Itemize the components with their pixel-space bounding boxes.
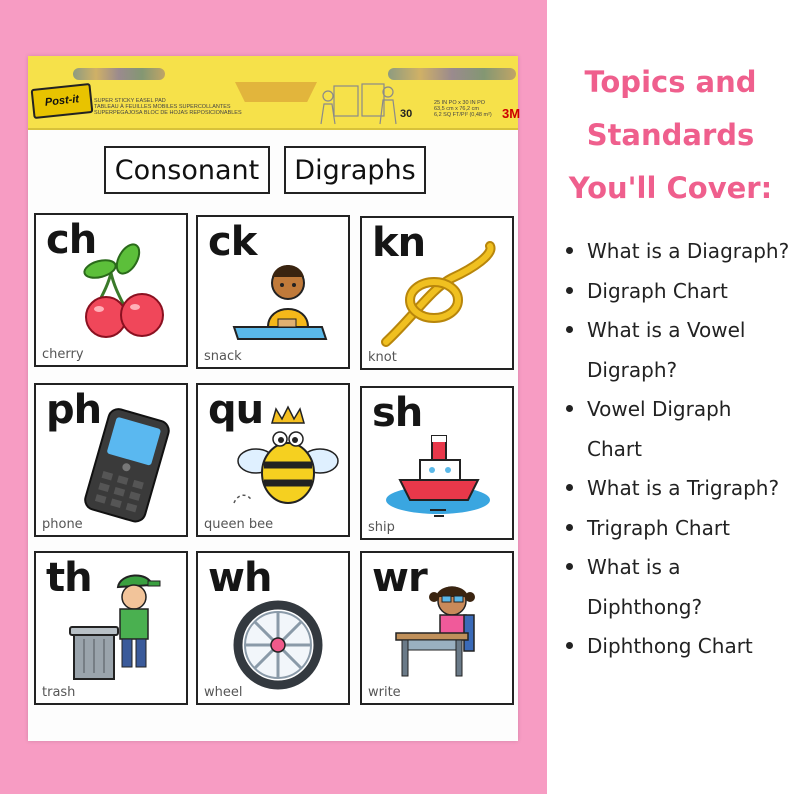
card-kn: [360, 216, 514, 370]
digraph-label: th: [46, 555, 92, 601]
word-label: ship: [368, 520, 395, 535]
topic-item: Vowel Digraph Chart: [566, 390, 792, 469]
word-label: write: [368, 685, 401, 700]
easel-pad-poster: [28, 56, 521, 741]
topic-item: What is a Diphthong?: [566, 548, 792, 627]
heading-line: Topics and: [584, 65, 757, 99]
topics-heading: [547, 56, 794, 215]
card-sh: [360, 386, 514, 540]
pad-window-left: [73, 68, 165, 80]
digraph-label: kn: [372, 220, 426, 266]
topic-item: Digraph Chart: [566, 272, 792, 312]
digraph-label: qu: [208, 387, 264, 433]
digraph-label: ch: [46, 217, 97, 263]
digraph-label: sh: [372, 390, 423, 436]
word-label: trash: [42, 685, 76, 700]
card-qu: [196, 383, 350, 537]
pad-hang-tab: [235, 82, 317, 102]
topic-item: What is a Trigraph?: [566, 469, 792, 509]
post-it-logo: Post-it: [31, 83, 94, 119]
pad-size-text: 25 IN PO x 30 IN PO 63,5 cm x 76,2 cm 6,2 SQ FT/PI² (0,48 m²): [434, 100, 492, 118]
3m-logo: 3M: [502, 106, 521, 121]
card-wr: [360, 551, 514, 705]
card-wh: [196, 551, 350, 705]
topic-item: Trigraph Chart: [566, 509, 792, 549]
card-ch: [34, 213, 188, 367]
pad-header: [28, 56, 521, 130]
pad-window-right: [388, 68, 516, 80]
word-label: wheel: [204, 685, 243, 700]
title-digraphs: Digraphs: [284, 146, 426, 194]
digraph-label: ck: [208, 219, 257, 265]
digraph-label: wr: [372, 555, 427, 601]
card-ph: [34, 383, 188, 537]
word-label: queen bee: [204, 517, 274, 532]
topics-list: [566, 232, 792, 667]
word-label: snack: [204, 349, 242, 364]
sheet-count: 30: [400, 108, 413, 120]
word-label: cherry: [42, 347, 84, 362]
card-th: [34, 551, 188, 705]
digraph-label: ph: [46, 387, 102, 433]
heading-line: Standards: [586, 118, 755, 152]
topic-item: What is a Diagraph?: [566, 232, 792, 272]
easel-people-icon: [318, 80, 398, 126]
pad-product-text: SUPER STICKY EASEL PAD TABLEAU À FEUILLES MOBILES SUPERCOLLANTES SUPERPEGAJOSA BLOC DE HOJAS REPOSICIONABLES: [94, 98, 242, 116]
title-consonant: Consonant: [104, 146, 270, 194]
digraph-label: wh: [208, 555, 272, 601]
word-label: knot: [368, 350, 397, 365]
card-ck: [196, 215, 350, 369]
topic-item: What is a Vowel Digraph?: [566, 311, 792, 390]
heading-line: You'll Cover:: [568, 171, 773, 205]
word-label: phone: [42, 517, 83, 532]
topic-item: Diphthong Chart: [566, 627, 792, 667]
